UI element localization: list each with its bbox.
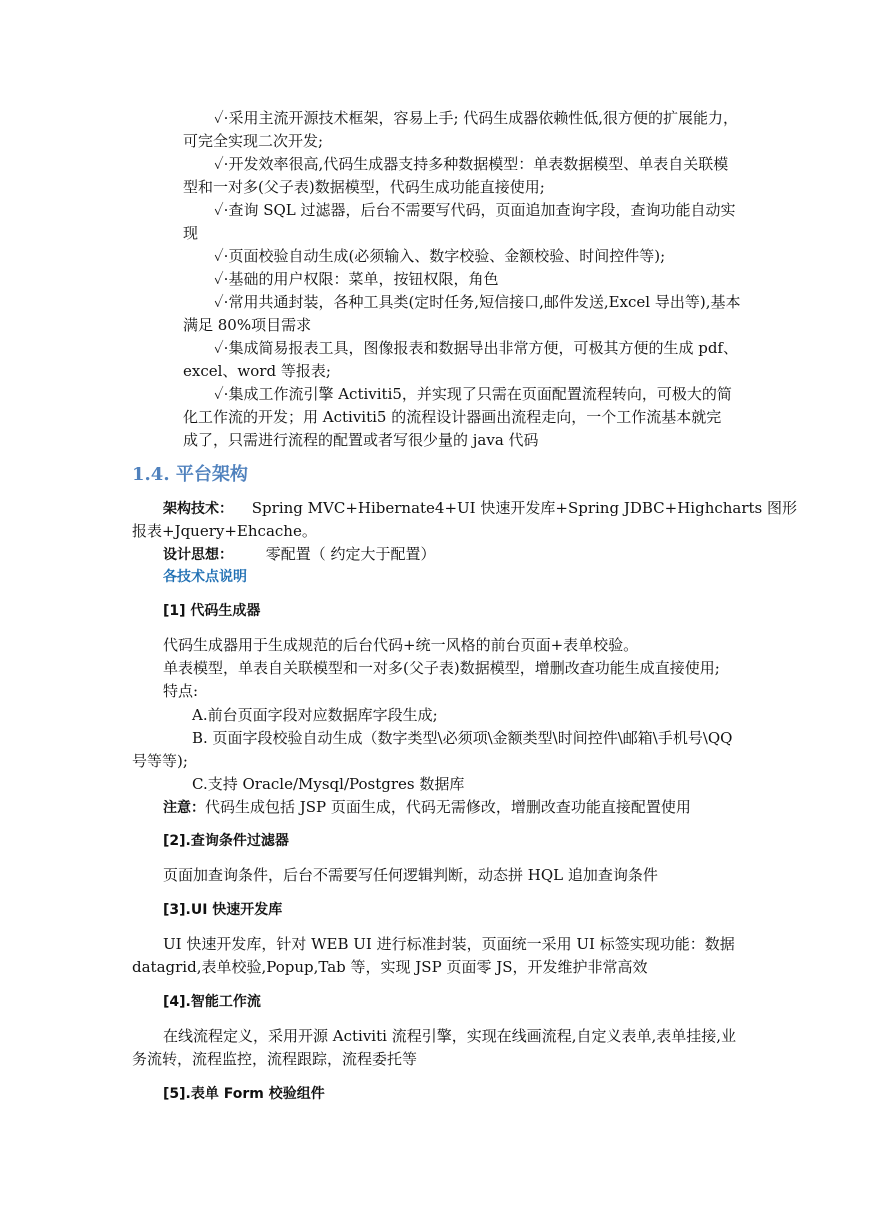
feature-5: ✓·基础的用户权限：菜单，按钮权限，角色: [214, 270, 499, 288]
item-1-point-c: C.支持 Oracle/Mysql/Postgres 数据库: [192, 775, 465, 793]
feature-1-line-2: 可完全实现二次开发;: [183, 132, 324, 150]
feature-6-line-2: 满足 80%项目需求: [183, 316, 312, 334]
note-label: 注意：: [163, 800, 205, 816]
item-1-note: [163, 796, 691, 819]
feature-8-line-3: 成了，只需进行流程的配置或者写很少量的 java 代码: [183, 431, 539, 449]
item-4-p1: 在线流程定义，采用开源 Activiti 流程引擎，实现在线画流程,自定义表单,表单挂接,业: [163, 1027, 736, 1045]
design-row: [163, 543, 436, 566]
item-1-point-a: A.前台页面字段对应数据库字段生成;: [192, 706, 438, 724]
feature-1-line-1: ✓·采用主流开源技术框架，容易上手; 代码生成器依赖性低,很方便的扩展能力，: [214, 109, 739, 127]
design-text: 零配置（ 约定大于配置）: [265, 545, 436, 563]
item-1-point-b-line-1: B. 页面字段校验自动生成（数字类型\必须项\金额类型\时间控件\邮箱\手机号\QQ: [192, 729, 733, 747]
arch-row: [163, 497, 797, 520]
feature-2-line-1: ✓·开发效率很高,代码生成器支持多种数据模型：单表数据模型、单表自关联模: [214, 155, 729, 173]
arch-text-2: 报表+Jquery+Ehcache。: [132, 522, 317, 540]
item-4-p2: 务流转，流程监控，流程跟踪，流程委托等: [132, 1050, 418, 1068]
feature-4: ✓·页面校验自动生成(必须输入、数字校验、金额校验、时间控件等);: [214, 247, 666, 265]
note-text: 代码生成包括 JSP 页面生成，代码无需修改，增删改查功能直接配置使用: [205, 798, 691, 816]
feature-8-line-1: ✓·集成工作流引擎 Activiti5，并实现了只需在页面配置流程转向，可极大的简: [214, 385, 732, 403]
item-4-title: [4].智能工作流: [163, 994, 261, 1010]
arch-label: 架构技术：: [163, 501, 233, 517]
item-3-p1: UI 快速开发库，针对 WEB UI 进行标准封装，页面统一采用 UI 标签实现功能：数据: [163, 935, 735, 953]
feature-7-line-1: ✓·集成简易报表工具，图像报表和数据导出非常方便，可极其方便的生成 pdf、: [214, 339, 738, 357]
item-2-p1: 页面加查询条件，后台不需要写任何逻辑判断，动态拼 HQL 追加查询条件: [163, 866, 658, 884]
tech-points-heading: 各技术点说明: [163, 569, 247, 585]
item-1-p2: 单表模型，单表自关联模型和一对多(父子表)数据模型，增删改查功能生成直接使用;: [163, 659, 720, 677]
feature-8-line-2: 化工作流的开发；用 Activiti5 的流程设计器画出流程走向，一个工作流基本就完: [183, 408, 722, 426]
feature-3-line-1: ✓·查询 SQL 过滤器，后台不需要写代码，页面追加查询字段，查询功能自动实: [214, 201, 736, 219]
item-2-title: [2].查询条件过滤器: [163, 833, 289, 849]
feature-6-line-1: ✓·常用共通封装，各种工具类(定时任务,短信接口,邮件发送,Excel 导出等),基本: [214, 293, 741, 311]
item-5-title: [5].表单 Form 校验组件: [163, 1086, 325, 1102]
arch-text: Spring MVC+Hibernate4+UI 快速开发库+Spring JDBC+Highcharts 图形: [251, 499, 798, 517]
item-1-p1: 代码生成器用于生成规范的后台代码+统一风格的前台页面+表单校验。: [163, 636, 639, 654]
feature-2-line-2: 型和一对多(父子表)数据模型，代码生成功能直接使用;: [183, 178, 545, 196]
feature-7-line-2: excel、word 等报表;: [183, 362, 331, 380]
item-3-title: [3].UI 快速开发库: [163, 902, 283, 918]
item-3-p2: datagrid,表单校验,Popup,Tab 等，实现 JSP 页面零 JS，开发维护非常高效: [132, 958, 648, 976]
design-label: 设计思想：: [163, 547, 233, 563]
item-1-p3: 特点:: [163, 682, 199, 700]
item-1-point-b-line-2: 号等等);: [132, 752, 188, 770]
section-heading: 1.4. 平台架构: [132, 464, 248, 485]
feature-3-line-2: 现: [183, 224, 199, 242]
item-1-title: [1] 代码生成器: [163, 603, 261, 619]
